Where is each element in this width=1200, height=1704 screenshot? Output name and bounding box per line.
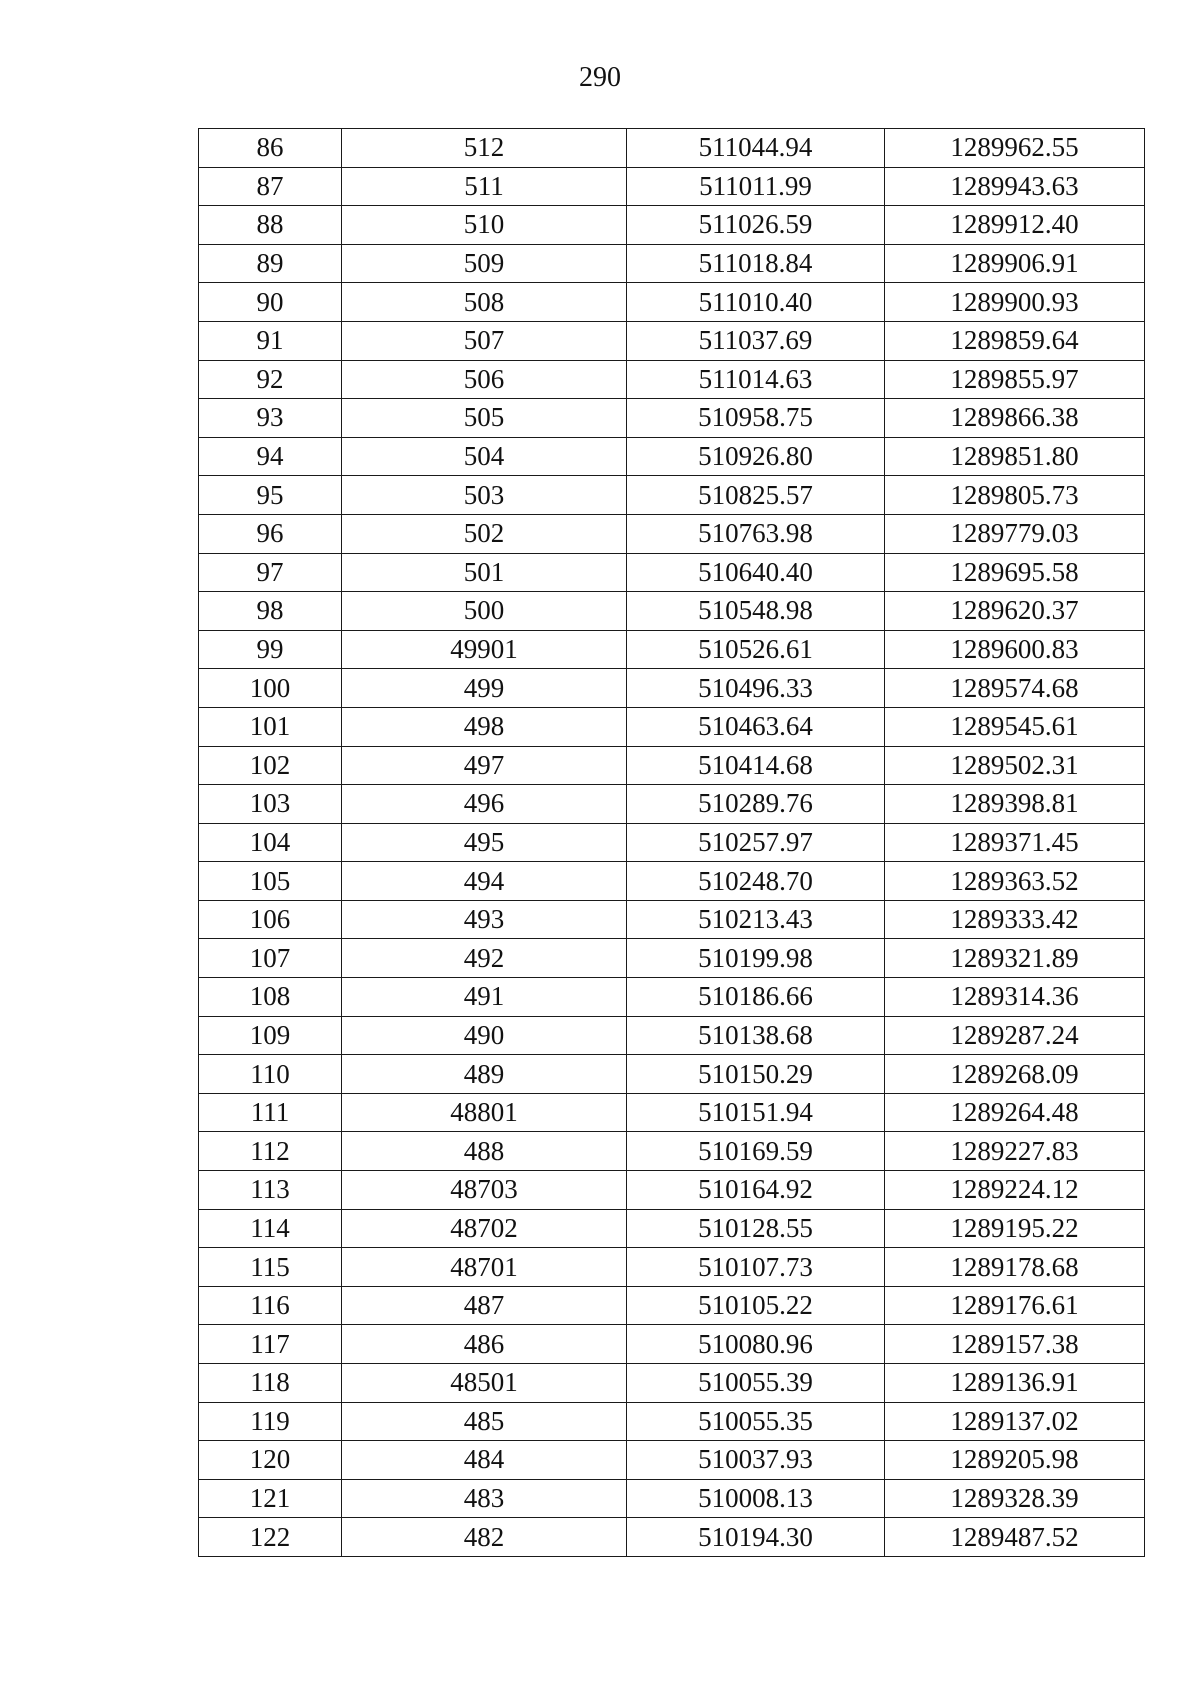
y-coordinate-cell: 1289205.98 <box>885 1441 1145 1480</box>
row-index-cell: 98 <box>199 592 342 631</box>
y-coordinate-cell: 1289178.68 <box>885 1248 1145 1287</box>
x-coordinate-cell: 511014.63 <box>627 360 885 399</box>
table-row <box>199 785 1145 824</box>
y-coordinate-cell: 1289866.38 <box>885 399 1145 438</box>
row-index-cell: 93 <box>199 399 342 438</box>
y-coordinate-cell: 1289321.89 <box>885 939 1145 978</box>
row-index-cell: 109 <box>199 1016 342 1055</box>
y-coordinate-cell: 1289906.91 <box>885 244 1145 283</box>
y-coordinate-cell: 1289859.64 <box>885 321 1145 360</box>
point-id-cell: 509 <box>342 244 627 283</box>
x-coordinate-cell: 510825.57 <box>627 476 885 515</box>
row-index-cell: 96 <box>199 514 342 553</box>
point-id-cell: 502 <box>342 514 627 553</box>
point-id-cell: 485 <box>342 1402 627 1441</box>
table-row <box>199 206 1145 245</box>
y-coordinate-cell: 1289779.03 <box>885 514 1145 553</box>
row-index-cell: 97 <box>199 553 342 592</box>
y-coordinate-cell: 1289176.61 <box>885 1286 1145 1325</box>
point-id-cell: 48701 <box>342 1248 627 1287</box>
point-id-cell: 496 <box>342 785 627 824</box>
point-id-cell: 486 <box>342 1325 627 1364</box>
coordinates-table <box>198 128 1145 1557</box>
y-coordinate-cell: 1289962.55 <box>885 129 1145 168</box>
x-coordinate-cell: 510008.13 <box>627 1479 885 1518</box>
table-row <box>199 129 1145 168</box>
y-coordinate-cell: 1289912.40 <box>885 206 1145 245</box>
x-coordinate-cell: 510463.64 <box>627 707 885 746</box>
table-row <box>199 244 1145 283</box>
y-coordinate-cell: 1289227.83 <box>885 1132 1145 1171</box>
row-index-cell: 88 <box>199 206 342 245</box>
table-row <box>199 1518 1145 1557</box>
table-row <box>199 437 1145 476</box>
x-coordinate-cell: 511011.99 <box>627 167 885 206</box>
x-coordinate-cell: 510055.39 <box>627 1364 885 1403</box>
y-coordinate-cell: 1289851.80 <box>885 437 1145 476</box>
x-coordinate-cell: 510107.73 <box>627 1248 885 1287</box>
table-row <box>199 823 1145 862</box>
table-row <box>199 1479 1145 1518</box>
table-row <box>199 360 1145 399</box>
table-row <box>199 167 1145 206</box>
x-coordinate-cell: 510926.80 <box>627 437 885 476</box>
page-number: 290 <box>579 62 621 93</box>
x-coordinate-cell: 510496.33 <box>627 669 885 708</box>
y-coordinate-cell: 1289287.24 <box>885 1016 1145 1055</box>
point-id-cell: 483 <box>342 1479 627 1518</box>
x-coordinate-cell: 510289.76 <box>627 785 885 824</box>
table-row <box>199 1132 1145 1171</box>
row-index-cell: 120 <box>199 1441 342 1480</box>
x-coordinate-cell: 510248.70 <box>627 862 885 901</box>
point-id-cell: 489 <box>342 1055 627 1094</box>
table-row <box>199 553 1145 592</box>
row-index-cell: 94 <box>199 437 342 476</box>
row-index-cell: 114 <box>199 1209 342 1248</box>
x-coordinate-cell: 510548.98 <box>627 592 885 631</box>
y-coordinate-cell: 1289195.22 <box>885 1209 1145 1248</box>
table-row <box>199 978 1145 1017</box>
x-coordinate-cell: 510257.97 <box>627 823 885 862</box>
coordinates-table-body <box>199 129 1145 1557</box>
row-index-cell: 111 <box>199 1093 342 1132</box>
table-row <box>199 1248 1145 1287</box>
table-row <box>199 1402 1145 1441</box>
table-row <box>199 707 1145 746</box>
table-row <box>199 669 1145 708</box>
x-coordinate-cell: 510640.40 <box>627 553 885 592</box>
point-id-cell: 512 <box>342 129 627 168</box>
point-id-cell: 498 <box>342 707 627 746</box>
point-id-cell: 499 <box>342 669 627 708</box>
x-coordinate-cell: 511010.40 <box>627 283 885 322</box>
y-coordinate-cell: 1289136.91 <box>885 1364 1145 1403</box>
point-id-cell: 490 <box>342 1016 627 1055</box>
y-coordinate-cell: 1289137.02 <box>885 1402 1145 1441</box>
y-coordinate-cell: 1289545.61 <box>885 707 1145 746</box>
point-id-cell: 482 <box>342 1518 627 1557</box>
row-index-cell: 101 <box>199 707 342 746</box>
x-coordinate-cell: 511018.84 <box>627 244 885 283</box>
x-coordinate-cell: 510151.94 <box>627 1093 885 1132</box>
point-id-cell: 503 <box>342 476 627 515</box>
y-coordinate-cell: 1289363.52 <box>885 862 1145 901</box>
x-coordinate-cell: 510164.92 <box>627 1171 885 1210</box>
table-row <box>199 1364 1145 1403</box>
table-row <box>199 1325 1145 1364</box>
y-coordinate-cell: 1289487.52 <box>885 1518 1145 1557</box>
row-index-cell: 102 <box>199 746 342 785</box>
row-index-cell: 105 <box>199 862 342 901</box>
table-row <box>199 630 1145 669</box>
table-row <box>199 862 1145 901</box>
row-index-cell: 117 <box>199 1325 342 1364</box>
point-id-cell: 49901 <box>342 630 627 669</box>
point-id-cell: 497 <box>342 746 627 785</box>
table-row <box>199 592 1145 631</box>
point-id-cell: 494 <box>342 862 627 901</box>
x-coordinate-cell: 510186.66 <box>627 978 885 1017</box>
row-index-cell: 86 <box>199 129 342 168</box>
point-id-cell: 48801 <box>342 1093 627 1132</box>
table-row <box>199 399 1145 438</box>
row-index-cell: 106 <box>199 900 342 939</box>
table-row <box>199 1093 1145 1132</box>
point-id-cell: 48501 <box>342 1364 627 1403</box>
point-id-cell: 505 <box>342 399 627 438</box>
point-id-cell: 48703 <box>342 1171 627 1210</box>
row-index-cell: 122 <box>199 1518 342 1557</box>
row-index-cell: 100 <box>199 669 342 708</box>
point-id-cell: 510 <box>342 206 627 245</box>
point-id-cell: 511 <box>342 167 627 206</box>
x-coordinate-cell: 510414.68 <box>627 746 885 785</box>
point-id-cell: 488 <box>342 1132 627 1171</box>
y-coordinate-cell: 1289943.63 <box>885 167 1145 206</box>
table-row <box>199 1055 1145 1094</box>
y-coordinate-cell: 1289398.81 <box>885 785 1145 824</box>
row-index-cell: 119 <box>199 1402 342 1441</box>
x-coordinate-cell: 510037.93 <box>627 1441 885 1480</box>
y-coordinate-cell: 1289264.48 <box>885 1093 1145 1132</box>
row-index-cell: 89 <box>199 244 342 283</box>
table-row <box>199 321 1145 360</box>
x-coordinate-cell: 510526.61 <box>627 630 885 669</box>
table-row <box>199 1286 1145 1325</box>
y-coordinate-cell: 1289314.36 <box>885 978 1145 1017</box>
x-coordinate-cell: 510763.98 <box>627 514 885 553</box>
point-id-cell: 500 <box>342 592 627 631</box>
y-coordinate-cell: 1289855.97 <box>885 360 1145 399</box>
row-index-cell: 113 <box>199 1171 342 1210</box>
row-index-cell: 108 <box>199 978 342 1017</box>
point-id-cell: 487 <box>342 1286 627 1325</box>
y-coordinate-cell: 1289900.93 <box>885 283 1145 322</box>
row-index-cell: 107 <box>199 939 342 978</box>
table-row <box>199 1016 1145 1055</box>
x-coordinate-cell: 510128.55 <box>627 1209 885 1248</box>
y-coordinate-cell: 1289600.83 <box>885 630 1145 669</box>
x-coordinate-cell: 511037.69 <box>627 321 885 360</box>
table-row <box>199 1441 1145 1480</box>
y-coordinate-cell: 1289620.37 <box>885 592 1145 631</box>
row-index-cell: 91 <box>199 321 342 360</box>
x-coordinate-cell: 510213.43 <box>627 900 885 939</box>
table-row <box>199 1209 1145 1248</box>
x-coordinate-cell: 510199.98 <box>627 939 885 978</box>
x-coordinate-cell: 510958.75 <box>627 399 885 438</box>
x-coordinate-cell: 510194.30 <box>627 1518 885 1557</box>
x-coordinate-cell: 510138.68 <box>627 1016 885 1055</box>
row-index-cell: 110 <box>199 1055 342 1094</box>
table-row <box>199 476 1145 515</box>
table-row <box>199 939 1145 978</box>
row-index-cell: 95 <box>199 476 342 515</box>
x-coordinate-cell: 511044.94 <box>627 129 885 168</box>
row-index-cell: 104 <box>199 823 342 862</box>
point-id-cell: 506 <box>342 360 627 399</box>
row-index-cell: 87 <box>199 167 342 206</box>
point-id-cell: 508 <box>342 283 627 322</box>
row-index-cell: 116 <box>199 1286 342 1325</box>
point-id-cell: 507 <box>342 321 627 360</box>
row-index-cell: 92 <box>199 360 342 399</box>
y-coordinate-cell: 1289574.68 <box>885 669 1145 708</box>
row-index-cell: 103 <box>199 785 342 824</box>
table-row <box>199 1171 1145 1210</box>
table-row <box>199 514 1145 553</box>
point-id-cell: 491 <box>342 978 627 1017</box>
point-id-cell: 484 <box>342 1441 627 1480</box>
point-id-cell: 492 <box>342 939 627 978</box>
row-index-cell: 90 <box>199 283 342 322</box>
y-coordinate-cell: 1289371.45 <box>885 823 1145 862</box>
x-coordinate-cell: 510150.29 <box>627 1055 885 1094</box>
row-index-cell: 115 <box>199 1248 342 1287</box>
y-coordinate-cell: 1289695.58 <box>885 553 1145 592</box>
table-row <box>199 900 1145 939</box>
y-coordinate-cell: 1289502.31 <box>885 746 1145 785</box>
y-coordinate-cell: 1289157.38 <box>885 1325 1145 1364</box>
y-coordinate-cell: 1289328.39 <box>885 1479 1145 1518</box>
point-id-cell: 493 <box>342 900 627 939</box>
x-coordinate-cell: 510169.59 <box>627 1132 885 1171</box>
point-id-cell: 48702 <box>342 1209 627 1248</box>
row-index-cell: 99 <box>199 630 342 669</box>
x-coordinate-cell: 510105.22 <box>627 1286 885 1325</box>
x-coordinate-cell: 510055.35 <box>627 1402 885 1441</box>
x-coordinate-cell: 510080.96 <box>627 1325 885 1364</box>
point-id-cell: 504 <box>342 437 627 476</box>
y-coordinate-cell: 1289333.42 <box>885 900 1145 939</box>
table-row <box>199 283 1145 322</box>
row-index-cell: 112 <box>199 1132 342 1171</box>
point-id-cell: 501 <box>342 553 627 592</box>
row-index-cell: 118 <box>199 1364 342 1403</box>
y-coordinate-cell: 1289805.73 <box>885 476 1145 515</box>
point-id-cell: 495 <box>342 823 627 862</box>
table-row <box>199 746 1145 785</box>
x-coordinate-cell: 511026.59 <box>627 206 885 245</box>
y-coordinate-cell: 1289224.12 <box>885 1171 1145 1210</box>
y-coordinate-cell: 1289268.09 <box>885 1055 1145 1094</box>
row-index-cell: 121 <box>199 1479 342 1518</box>
